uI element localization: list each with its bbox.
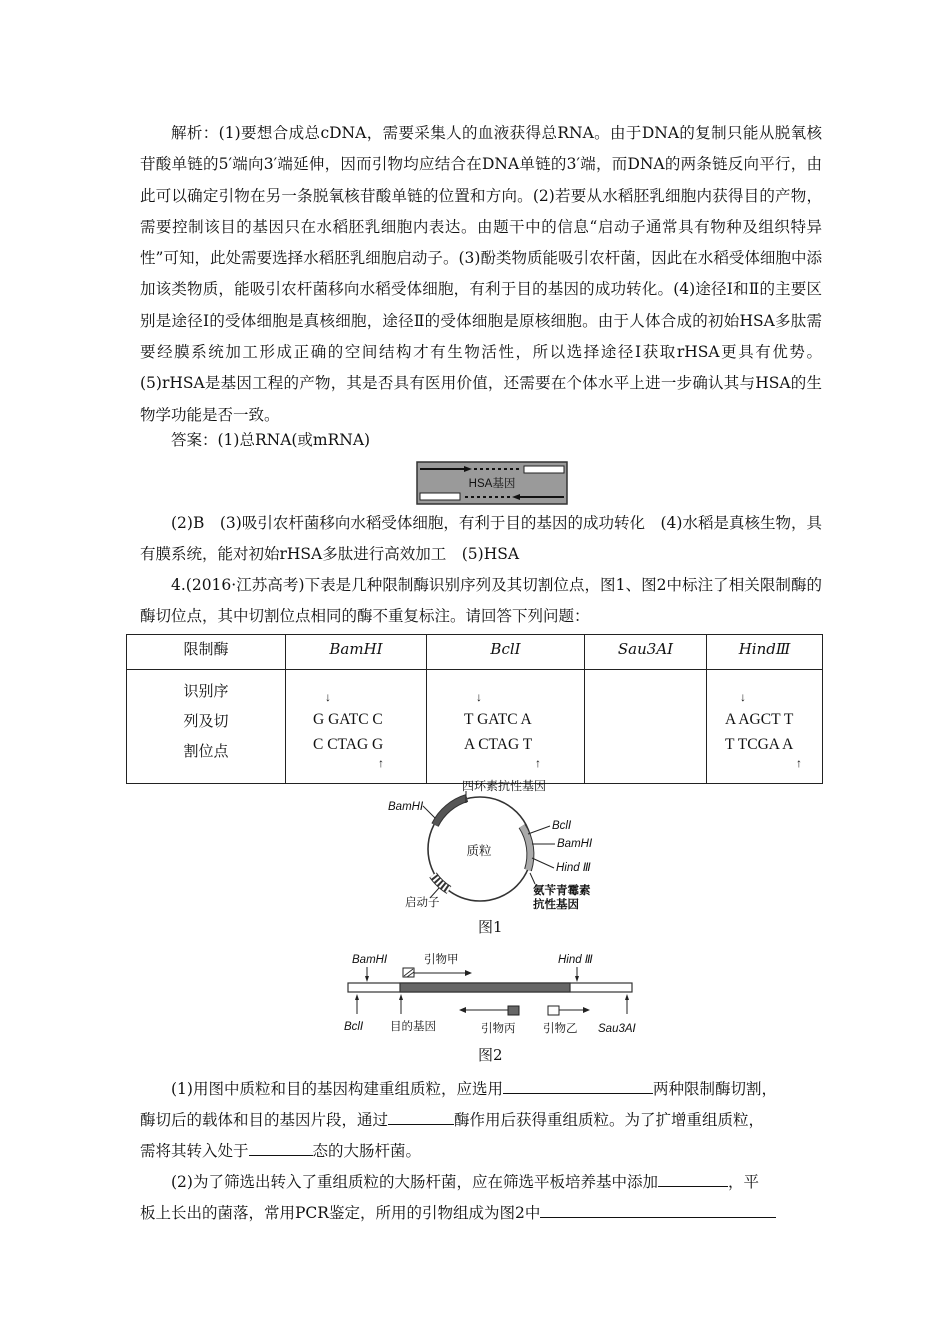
arrow-right-icon (583, 1007, 590, 1013)
fig1-bamh-label: BamHⅠ (388, 801, 424, 813)
fig2-primer-a-label: 引物甲 (424, 954, 459, 966)
q2-text-b: ，平 (727, 1173, 759, 1191)
table-cell-hind-seq (707, 670, 823, 784)
table-header-hind: HindⅢ (707, 635, 823, 670)
fig1-plasmid-label: 质粒 (466, 844, 492, 858)
q1-line-2 (140, 1105, 764, 1136)
cut-arrow-down-icon: ↓ (476, 690, 482, 704)
row-label-line-1: 识别序 (183, 682, 229, 700)
fig2-primer-c-label: 引物丙 (481, 1023, 516, 1035)
bcl-seq-bottom: A CTAG T (464, 736, 533, 753)
q1-blank-2[interactable] (388, 1108, 454, 1125)
analysis-paragraph: 解析：(1)要想合成总cDNA，需要采集人的血液获得总RNA。由于DNA的复制只能从脱氧核苷酸单链的5′端向3′端延伸，因而引物均应结合在DNA单链的3′端，而DNA的两条链反向平行，由此可以确定引物在另一条脱氧核苷酸单链的位置和方向。(2)若要从水稻胚乳细胞内获得目的产物，需要控制该目的基因只在水稻胚乳细胞内表达。由题干中的信息“启动子通常具有物种及组织特异性”可知，此处需要选择水稻胚乳细胞启动子。(3)酚类物质能吸引农杆菌，因此在水稻受体细胞中添加该类物质，能吸引农杆菌移向水稻受体细胞，有利于目的基因的成功转化。(4)途径Ⅰ和Ⅱ的主要区别是途径Ⅰ的受体细胞是真核细胞，途径Ⅱ的受体细胞是原核细胞。由于人体合成的初始HSA多肽需要经膜系统加工形成正确的空间结构才有生物活性，所以选择途径Ⅰ获取rHSA更具有优势。(5)rHSA是基因工程的产物，其是否具有医用价值，还需要在个体水平上进一步确认其与HSA的生物学功能是否一致。 (140, 124, 822, 424)
q1-text-a: (1)用图中质粒和目的基因构建重组质粒，应选用 (171, 1080, 503, 1098)
q1-line-3 (140, 1136, 421, 1167)
restriction-enzyme-table (126, 634, 823, 784)
target-gene-segment (400, 983, 570, 992)
q1-blank-3[interactable] (249, 1139, 313, 1156)
hsa-gene-diagram (416, 461, 568, 505)
q1-text-c: 酶切后的载体和目的基因片段，通过 (140, 1111, 389, 1129)
fig2-bcl-label: BclⅠ (344, 1021, 364, 1033)
figure-2-caption: 图2 (478, 1046, 503, 1064)
table-header-bamh: BamHⅠ (286, 635, 427, 670)
q1-text-b: 两种限制酶切割， (652, 1080, 777, 1098)
table-row-label (127, 670, 286, 784)
table-header-enzyme: 限制酶 (127, 635, 286, 670)
figure-1-plasmid (350, 776, 610, 914)
q2-text-a: (2)为了筛选出转入了重组质粒的大肠杆菌，应在筛选平板培养基中添加 (171, 1173, 658, 1191)
fig2-primer-b-label: 引物乙 (543, 1023, 578, 1035)
q1-text-d: 酶作用后获得重组质粒。为了扩增重组质粒， (454, 1111, 765, 1129)
primer-box-top (524, 466, 564, 473)
question-4-stem: 4.(2016·江苏高考)下表是几种限制酶识别序列及其切割位点，图1、图2中标注了相关限制酶的酶切位点，其中切割位点相同的酶不重复标注。请回答下列问题： (140, 576, 822, 626)
primer-c-box (508, 1006, 519, 1015)
cut-arrow-down-icon: ↓ (740, 690, 746, 704)
cut-arrow-down-icon: ↓ (325, 690, 331, 704)
bamh-seq-bottom: C CTAG G (313, 736, 384, 753)
cut-arrow-up-icon: ↑ (796, 756, 802, 770)
fig1-tetracycline-label: 四环素抗性基因 (462, 779, 547, 793)
q1-text-e: 需将其转入处于 (140, 1142, 249, 1160)
primer-box-bottom (420, 493, 460, 500)
fig1-hind-label: Hind Ⅲ (556, 862, 591, 874)
q2-blank-2[interactable] (540, 1201, 776, 1218)
table-cell-sau-seq (585, 670, 707, 784)
q1-text-f: 态的大肠杆菌。 (312, 1142, 422, 1160)
answer-line-1: 答案：(1)总RNA(或mRNA) (171, 431, 371, 449)
table-cell-bcl-seq (427, 670, 585, 784)
fig2-bamh-label: BamHⅠ (352, 954, 388, 966)
fig2-hind-label: Hind Ⅲ (558, 954, 593, 966)
hind-seq-top: A AGCT T (725, 711, 794, 728)
arrow-left-icon (459, 1007, 466, 1013)
q1-blank-1[interactable] (503, 1077, 653, 1094)
table-header-sau: Sau3AⅠ (585, 635, 707, 670)
fig1-promoter-label: 启动子 (405, 897, 440, 909)
q2-line-2 (140, 1198, 776, 1229)
q2-line-1 (171, 1167, 759, 1198)
hsa-gene-label: HSA基因 (468, 478, 516, 490)
primer-b-box (548, 1006, 559, 1015)
fig1-bamh2-label: BamHⅠ (557, 838, 593, 850)
cut-arrow-up-icon: ↑ (378, 756, 384, 770)
q2-blank-1[interactable] (658, 1170, 728, 1187)
bcl-seq-top: T GATC A (464, 711, 532, 728)
fig1-ampicillin-label-1: 氨苄青霉素 (533, 885, 591, 897)
figure-1-caption: 图1 (478, 918, 503, 936)
row-label-line-3: 割位点 (183, 742, 229, 760)
fig2-target-label: 目的基因 (390, 1021, 436, 1033)
arrow-right-icon (465, 970, 472, 976)
bamh-seq-top: G GATC C (313, 711, 383, 728)
answer-line-2: (2)B (3)吸引农杆菌移向水稻受体细胞，有利于目的基因的成功转化 (4)水稻是真核生物，具有膜系统，能对初始rHSA多肽进行高效加工 (5)HSA (140, 514, 822, 564)
cut-arrow-up-icon: ↑ (535, 756, 541, 770)
fig1-bcl-label: BclⅠ (552, 820, 572, 832)
fig2-sau-label: Sau3AⅠ (598, 1023, 636, 1035)
q2-text-c: 板上长出的菌落，常用PCR鉴定，所用的引物组成为图2中 (140, 1204, 541, 1222)
fig1-ampicillin-label-2: 抗性基因 (533, 899, 579, 911)
row-label-line-2: 列及切 (183, 712, 229, 730)
hind-seq-bottom: T TCGA A (725, 736, 794, 753)
figure-2-target-gene (340, 946, 640, 1042)
table-cell-bamh-seq (286, 670, 427, 784)
q1-line-1 (171, 1074, 777, 1105)
table-header-bcl: BclⅠ (427, 635, 585, 670)
